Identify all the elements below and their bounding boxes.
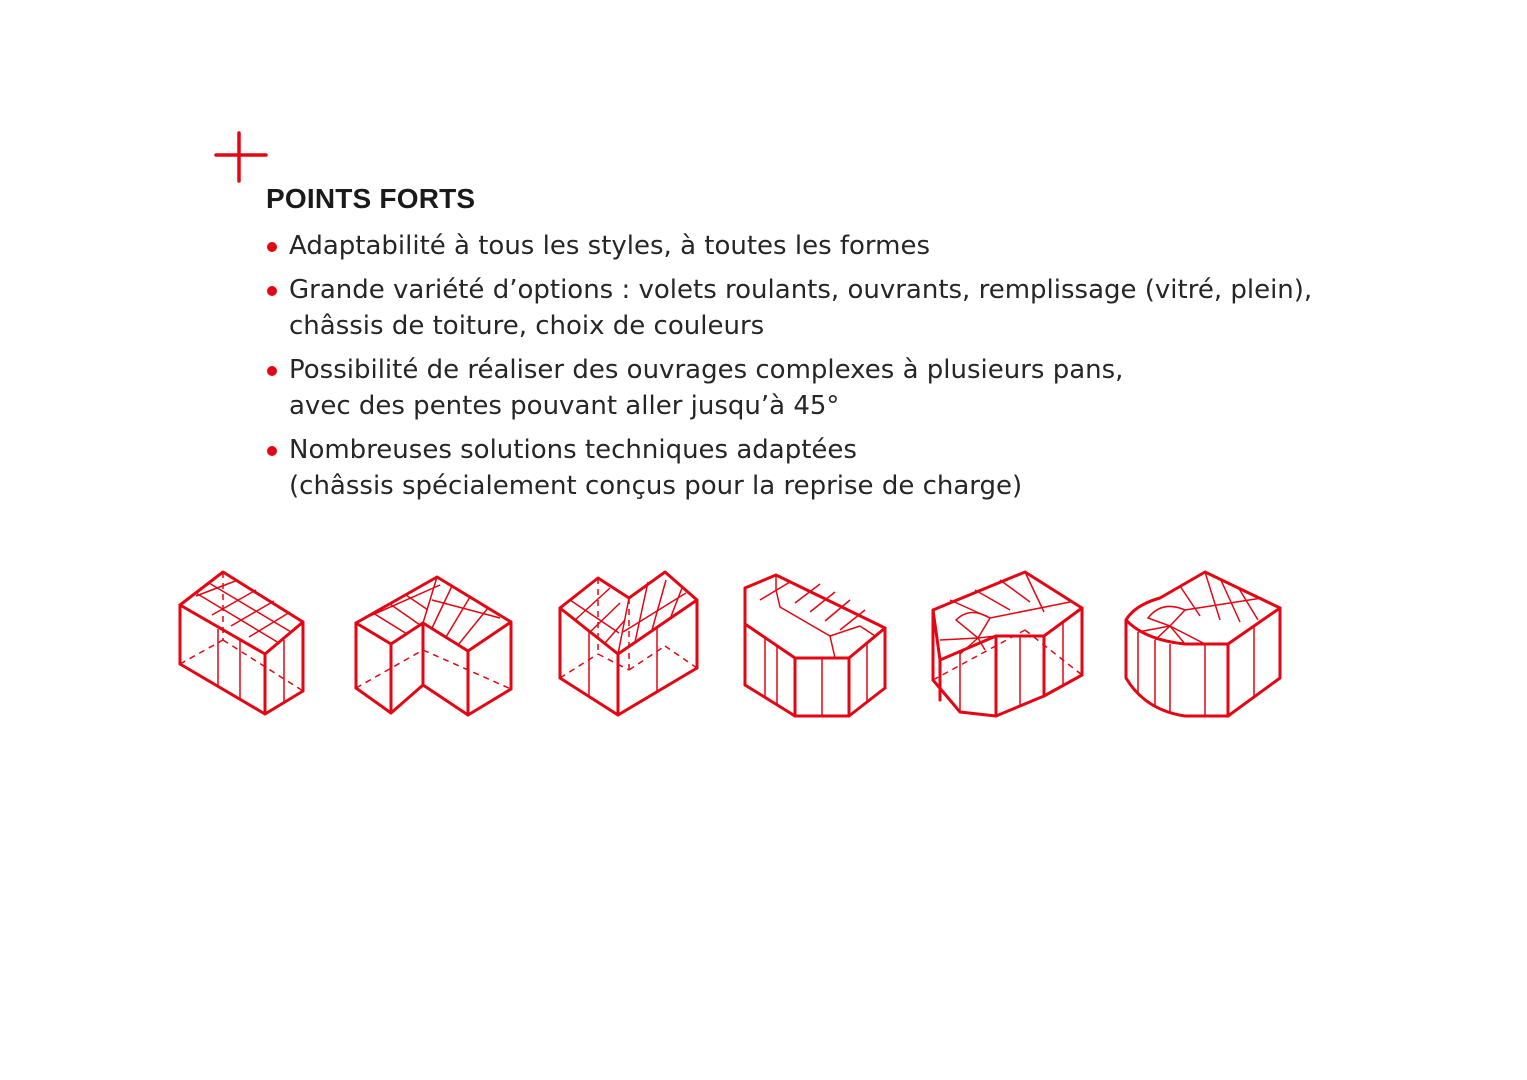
features-list	[266, 228, 1446, 512]
list-item-line: avec des pentes pouvant aller jusqu’à 45°	[289, 391, 840, 421]
l-shaped-veranda-icon	[356, 577, 511, 715]
list-item-line: Nombreuses solutions techniques adaptées	[289, 435, 857, 465]
rounded-victorian-veranda-icon	[1126, 572, 1280, 716]
plus-icon	[213, 130, 269, 184]
lean-to-veranda-icon	[180, 572, 303, 714]
section-title: POINTS FORTS	[266, 183, 476, 214]
list-item	[266, 432, 1446, 504]
victorian-veranda-icon	[933, 572, 1082, 716]
hipped-bay-veranda-icon	[745, 575, 885, 716]
list-item	[266, 228, 1446, 264]
bullet-dot-icon	[267, 366, 277, 376]
list-item-line: châssis de toiture, choix de couleurs	[289, 311, 765, 341]
list-item	[266, 352, 1446, 424]
bullet-dot-icon	[267, 242, 277, 252]
veranda-shapes-illustrations	[170, 560, 1300, 730]
bullet-dot-icon	[267, 446, 277, 456]
list-item	[266, 272, 1446, 344]
valley-roof-veranda-icon	[560, 572, 697, 715]
list-item-line: Grande variété d’options : volets roulants, ouvrants, remplissage (vitré, plein),	[289, 275, 1313, 305]
list-item-line: Adaptabilité à tous les styles, à toutes les formes	[289, 231, 931, 261]
list-item-line: (châssis spécialement conçus pour la reprise de charge)	[289, 471, 1023, 501]
bullet-dot-icon	[267, 286, 277, 296]
list-item-line: Possibilité de réaliser des ouvrages complexes à plusieurs pans,	[289, 355, 1124, 385]
